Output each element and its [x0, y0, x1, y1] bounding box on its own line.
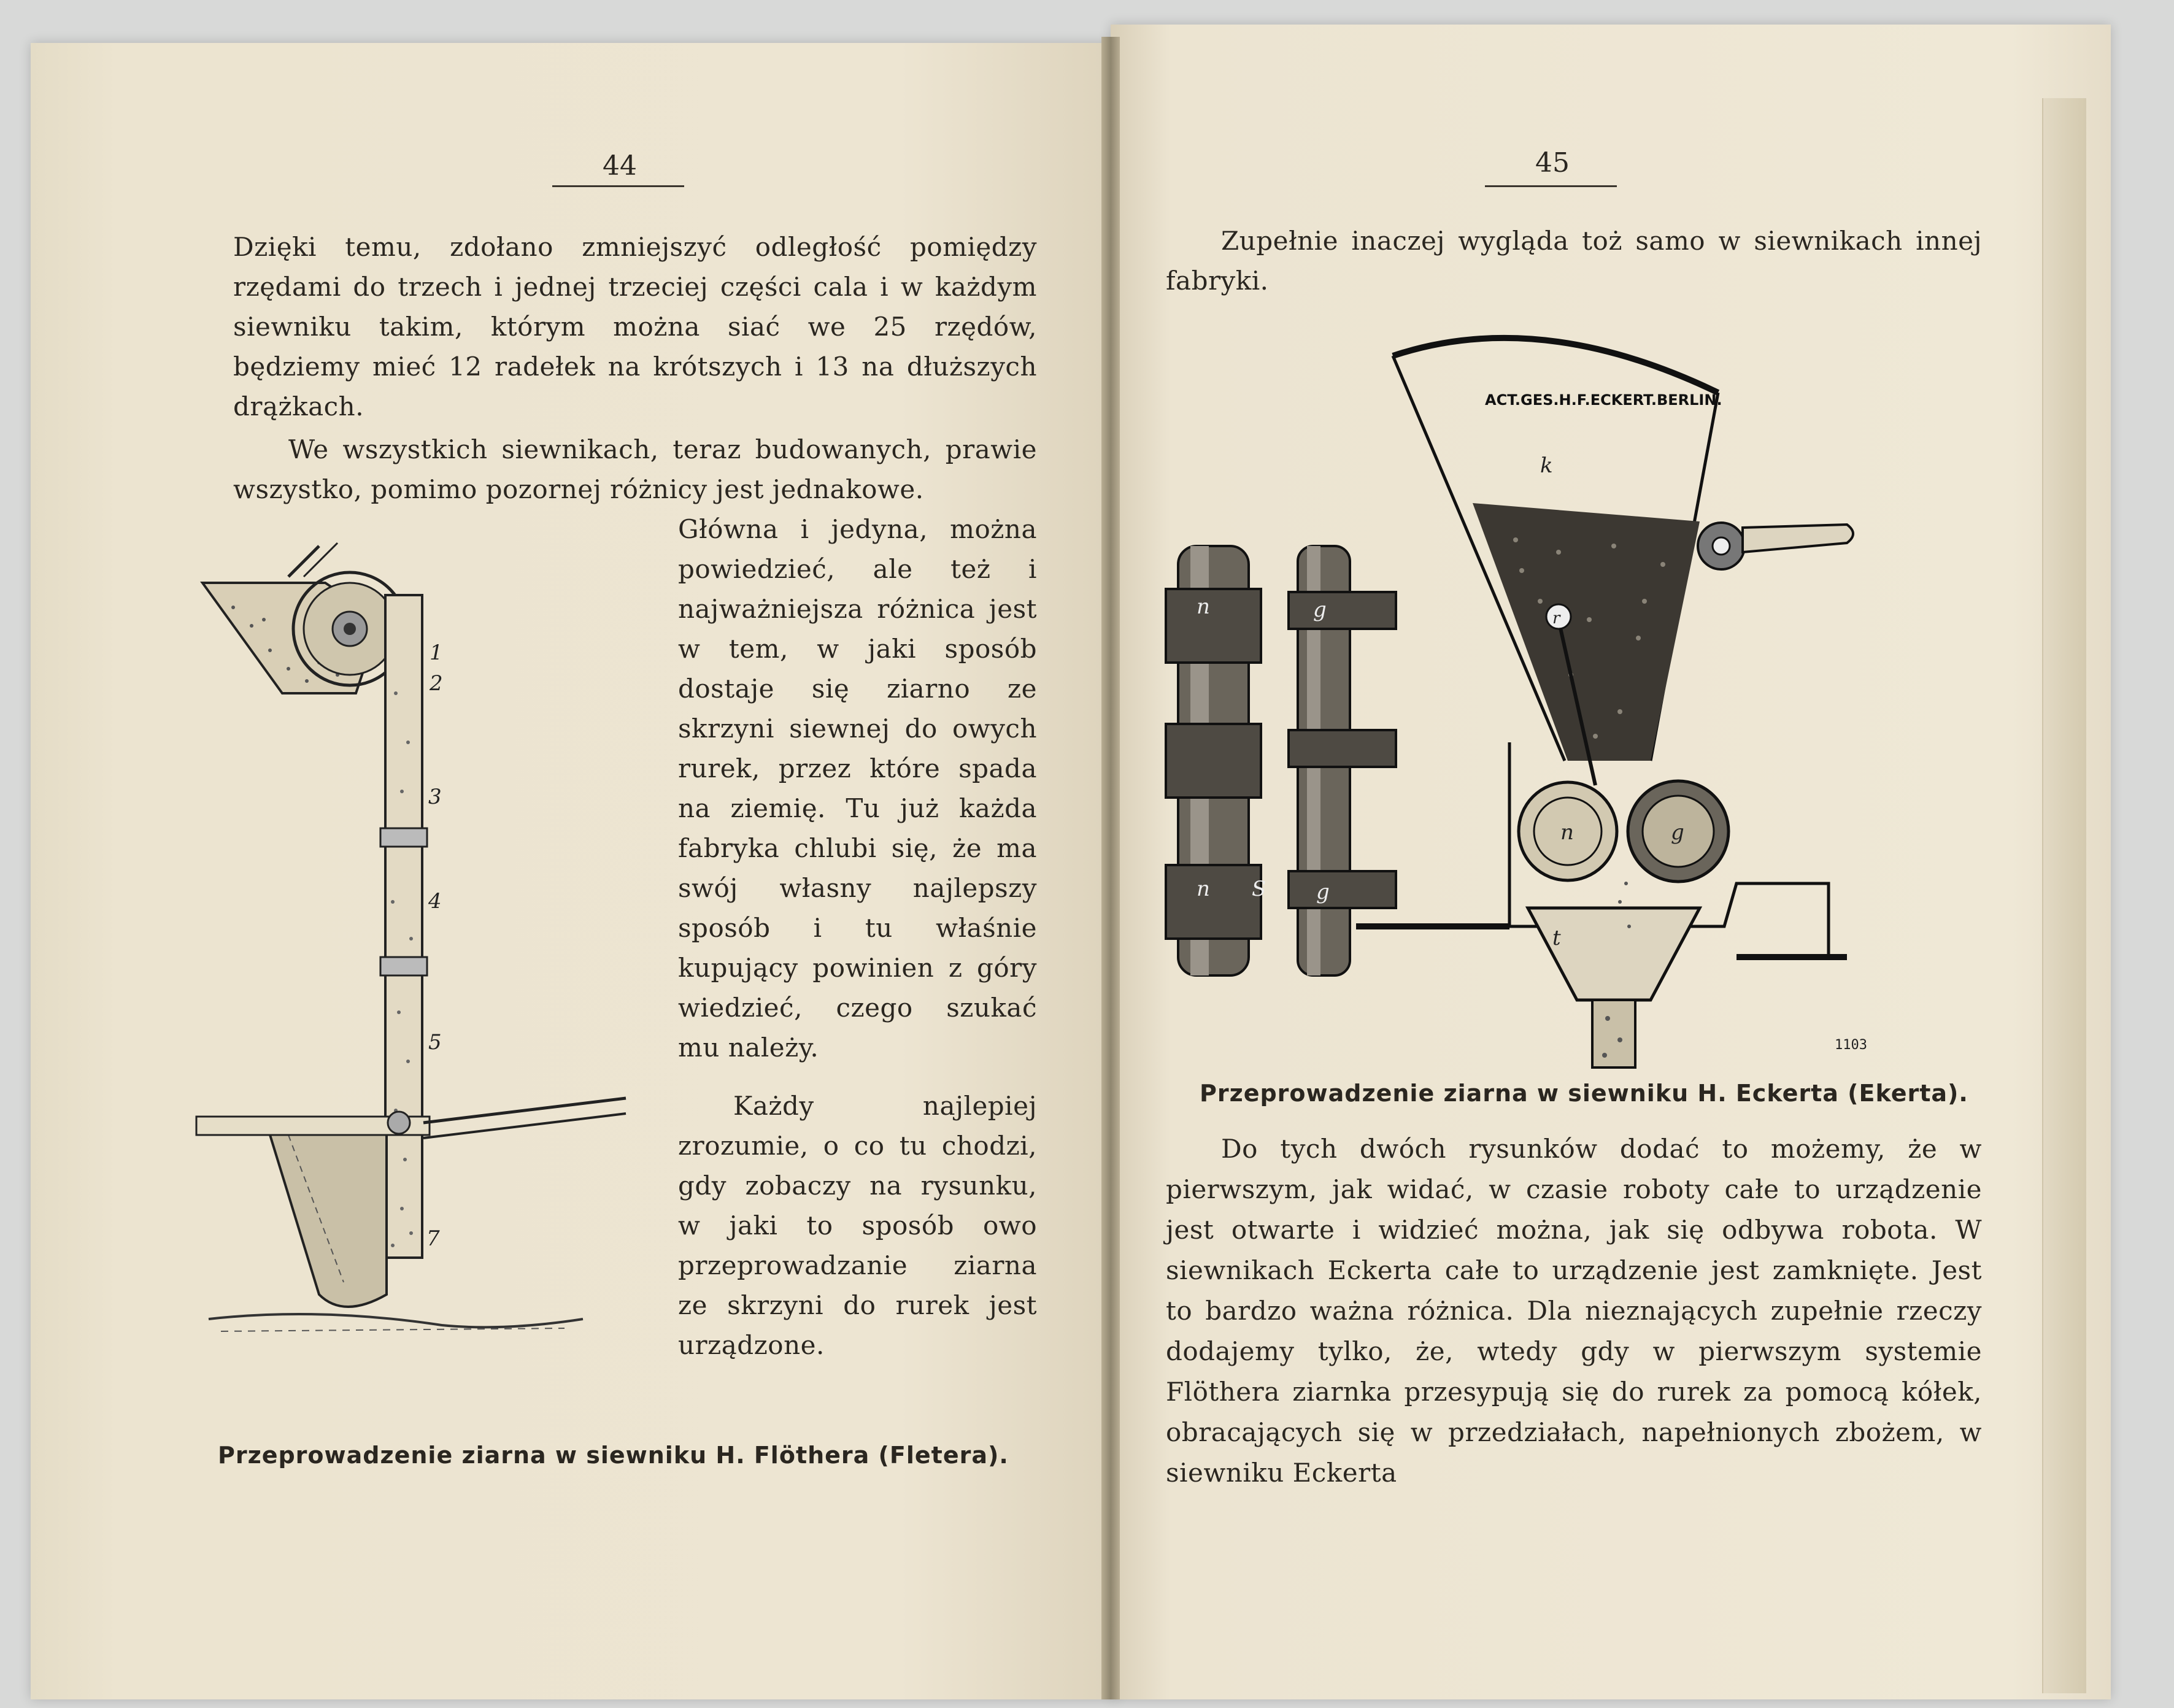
roller-label-s: S: [1252, 877, 1266, 901]
lever-label-r: r: [1552, 609, 1560, 628]
page-number-right: 45: [1535, 147, 1570, 179]
right-figure-caption: Przeprowadzenie ziarna w siewniku H. Eckerta (Ekerta).: [1200, 1080, 1968, 1107]
right-page: [1111, 25, 2111, 1699]
flother-seed-drill-figure: [196, 509, 687, 1429]
left-page: [31, 43, 1117, 1699]
flother-label-2: 2: [430, 671, 443, 696]
roller-label-n-top: n: [1197, 594, 1210, 619]
book-gutter: [1101, 37, 1120, 1699]
right-intro: [1166, 221, 1982, 301]
left-paragraph-1-text: Dzięki temu, zdołano zmniejszyć odległość pomiędzy rzędami do trzech i jednej trzeciej części cala i w każdym siewniku takim, którym można siać we 25 rzędów, będziemy mieć 12 radełek na krótszych i 13 na dłuższych drążkach.: [233, 232, 1037, 421]
flother-label-3: 3: [428, 785, 442, 809]
roller-label-n-bottom: n: [1197, 877, 1210, 901]
roller-label-g-top: g: [1313, 598, 1327, 622]
flother-label-5: 5: [428, 1030, 442, 1055]
hopper-label-k: k: [1540, 453, 1553, 478]
flother-label-7: 7: [426, 1226, 440, 1251]
left-paragraph-1: [233, 227, 1037, 426]
roller-label-n: n: [1560, 820, 1574, 845]
funnel-label-t: t: [1552, 926, 1561, 950]
flother-label-1: 1: [430, 640, 443, 665]
left-figure-caption: Przeprowadzenie ziarna w siewniku H. Flöthera (Fletera).: [218, 1442, 1009, 1469]
left-column-text-2: Każdy najlepiej zrozumie, o co tu chodzi, gdy zobaczy na rysunku, w jaki to sposób owo przeprowadzanie ziarna ze skrzyni do rurek jest urządzone.: [678, 1091, 1037, 1360]
page-edge-stack: [2042, 98, 2086, 1693]
figure-plate-number: 1103: [1835, 1037, 1867, 1053]
right-paragraph: [1166, 1129, 1982, 1493]
right-intro-text: Zupełnie inaczej wygląda toż samo w siewnikach innej fabryki.: [1166, 226, 1982, 296]
page-number-rule-left: [552, 185, 684, 187]
roller-label-g-bottom: g: [1316, 880, 1330, 904]
eckert-hopper-figure: [1356, 294, 1867, 1068]
left-column-text-1: Główna i jedyna, można powiedzieć, ale też i najważniejsza różnica jest w tem, w jaki sposób dostaje się ziarno ze skrzyni siewnej do owych rurek, przez które spada na ziemię. Tu już każda fabryka chlubi się, że ma swój własny najlepszy sposób i tu właśnie kupujący powinien z góry wiedzieć, czego szukać mu należy.: [678, 514, 1037, 1063]
eckert-brand-plate: ACT.GES.H.F.ECKERT.BERLIN.: [1485, 391, 1722, 409]
roller-label-g: g: [1671, 820, 1684, 845]
page-number-left: 44: [603, 150, 637, 182]
left-paragraph-2-text: We wszystkich siewnikach, teraz budowanych, prawie wszystko, pomimo pozornej różnicy jest jednakowe.: [233, 434, 1037, 504]
left-paragraph-2: [233, 429, 1037, 509]
page-number-rule-right: [1485, 185, 1617, 187]
left-column-text: [678, 509, 1037, 1365]
flother-label-4: 4: [428, 889, 442, 914]
right-paragraph-text: Do tych dwóch rysunków dodać to możemy, że w pierwszym, jak widać, w czasie roboty całe to urządzenie jest otwarte i widzieć można, jak się odbywa robota. W siewnikach Eckerta całe to urządzenie jest zamknięte. Jest to bardzo ważna różnica. Dla nieznających zupełnie rzeczy dodajemy tylko, że, wtedy gdy w pierwszym systemie Flöthera ziarnka przesypują się do rurek za pomocą kółek, obracających się w przedziałach, napełnionych zbożem, w siewniku Eckerta: [1166, 1134, 1982, 1488]
